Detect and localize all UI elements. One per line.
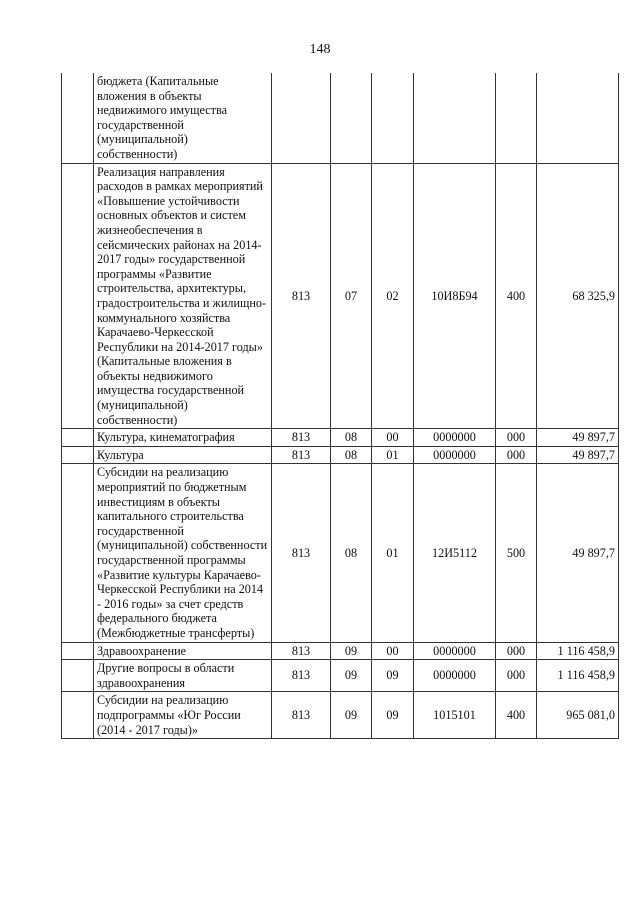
subsection-code: 09 <box>372 692 414 739</box>
expense-type-code: 400 <box>496 163 537 429</box>
section-code <box>331 73 372 163</box>
amount: 68 325,9 <box>537 163 619 429</box>
row-name: Здравоохранение <box>94 642 272 660</box>
row-index-cell <box>62 464 94 642</box>
target-code: 10И8Б94 <box>414 163 496 429</box>
budget-table <box>61 73 619 739</box>
section-code: 09 <box>331 660 372 692</box>
target-code: 1015101 <box>414 692 496 739</box>
expense-type-code: 500 <box>496 464 537 642</box>
section-code: 09 <box>331 692 372 739</box>
amount: 1 116 458,9 <box>537 642 619 660</box>
row-name: Культура <box>94 446 272 464</box>
section-code: 08 <box>331 464 372 642</box>
subsection-code: 09 <box>372 660 414 692</box>
target-code: 12И5112 <box>414 464 496 642</box>
expense-type-code <box>496 73 537 163</box>
row-name: Другие вопросы в области здравоохранения <box>94 660 272 692</box>
expense-type-code: 000 <box>496 446 537 464</box>
ministry-code: 813 <box>272 642 331 660</box>
table-row <box>62 692 619 739</box>
page-number: 148 <box>309 42 331 57</box>
row-name: бюджета (Капитальные вложения в объекты недвижимого имущества государственной (муниципальной) собственности) <box>94 73 272 163</box>
table-row <box>62 429 619 447</box>
row-name: Культура, кинематография <box>94 429 272 447</box>
row-name: Реализация направления расходов в рамках мероприятий «Повышение устойчивости основных объектов и систем жизнеобеспечения в сейсмических районах на 2014-2017 годы» государственной программы «Развитие строительства, архитектуры, градостроительства и жилищно-коммунального хозяйства Карачаево-Черкесской Республики на 2014-2017 годы» (Капитальные вложения в объекты недвижимого имущества государственной (муниципальной) собственности) <box>94 163 272 429</box>
target-code: 0000000 <box>414 429 496 447</box>
table-row <box>62 163 619 429</box>
ministry-code: 813 <box>272 163 331 429</box>
section-code: 07 <box>331 163 372 429</box>
subsection-code: 01 <box>372 464 414 642</box>
section-code: 09 <box>331 642 372 660</box>
row-index-cell <box>62 446 94 464</box>
ministry-code: 813 <box>272 429 331 447</box>
ministry-code: 813 <box>272 660 331 692</box>
row-index-cell <box>62 73 94 163</box>
row-index-cell <box>62 642 94 660</box>
ministry-code: 813 <box>272 464 331 642</box>
row-index-cell <box>62 660 94 692</box>
expense-type-code: 400 <box>496 692 537 739</box>
expense-type-code: 000 <box>496 429 537 447</box>
amount <box>537 73 619 163</box>
subsection-code: 02 <box>372 163 414 429</box>
subsection-code: 00 <box>372 429 414 447</box>
table-row <box>62 73 619 163</box>
row-index-cell <box>62 429 94 447</box>
amount: 965 081,0 <box>537 692 619 739</box>
ministry-code: 813 <box>272 692 331 739</box>
amount: 49 897,7 <box>537 464 619 642</box>
row-index-cell <box>62 163 94 429</box>
table-row <box>62 464 619 642</box>
target-code <box>414 73 496 163</box>
row-index-cell <box>62 692 94 739</box>
amount: 1 116 458,9 <box>537 660 619 692</box>
row-name: Субсидии на реализацию мероприятий по бюджетным инвестициям в объекты капитального строительства государственной (муниципальной) собственности государственной программы «Развитие культуры Карачаево-Черкесской Республики на 2014 - 2016 годы» за счет средств федерального бюджета (Межбюджетные трансферты) <box>94 464 272 642</box>
subsection-code <box>372 73 414 163</box>
target-code: 0000000 <box>414 660 496 692</box>
expense-type-code: 000 <box>496 642 537 660</box>
ministry-code: 813 <box>272 446 331 464</box>
table-row <box>62 446 619 464</box>
ministry-code <box>272 73 331 163</box>
subsection-code: 00 <box>372 642 414 660</box>
section-code: 08 <box>331 429 372 447</box>
amount: 49 897,7 <box>537 446 619 464</box>
amount: 49 897,7 <box>537 429 619 447</box>
target-code: 0000000 <box>414 446 496 464</box>
table-row <box>62 660 619 692</box>
table-row <box>62 642 619 660</box>
row-name: Субсидии на реализацию подпрограммы «Юг России (2014 - 2017 годы)» <box>94 692 272 739</box>
subsection-code: 01 <box>372 446 414 464</box>
target-code: 0000000 <box>414 642 496 660</box>
expense-type-code: 000 <box>496 660 537 692</box>
section-code: 08 <box>331 446 372 464</box>
